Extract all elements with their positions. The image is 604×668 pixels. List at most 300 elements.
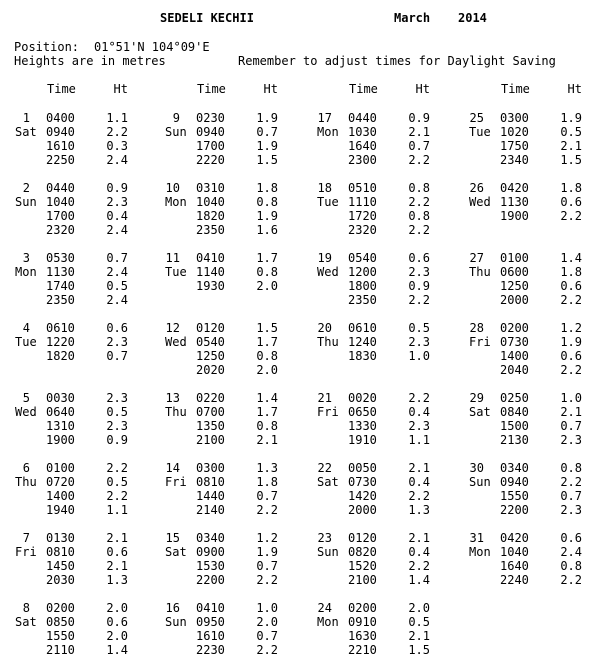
tide-height: 0.7	[256, 559, 278, 573]
tide-time: 1240	[348, 335, 377, 349]
tide-height: 2.1	[408, 629, 430, 643]
tide-height: 0.3	[106, 139, 128, 153]
tide-height: 1.0	[560, 391, 582, 405]
tide-time: 0950	[196, 615, 225, 629]
tide-height: 1.3	[106, 573, 128, 587]
tide-time: 2000	[348, 503, 377, 517]
tide-height: 2.2	[408, 489, 430, 503]
tide-time: 1700	[46, 209, 75, 223]
heights-note: Heights are in metres	[14, 54, 166, 68]
weekday-label: Mon	[15, 265, 37, 279]
tide-time: 2320	[348, 223, 377, 237]
tide-height: 2.2	[256, 643, 278, 657]
tide-time: 2040	[500, 363, 529, 377]
tide-height: 0.8	[256, 265, 278, 279]
tide-height: 0.9	[106, 433, 128, 447]
weekday-label: Thu	[317, 335, 339, 349]
day-number: 20	[317, 321, 332, 335]
tide-height: 2.2	[256, 573, 278, 587]
tide-height: 2.1	[560, 139, 582, 153]
tide-height: 0.4	[106, 209, 128, 223]
weekday-label: Mon	[165, 195, 187, 209]
tide-height: 0.7	[560, 419, 582, 433]
tide-height: 0.6	[106, 545, 128, 559]
tide-time: 1940	[46, 503, 75, 517]
tide-height: 0.6	[560, 195, 582, 209]
weekday-label: Sat	[15, 125, 37, 139]
year-label: 2014	[458, 11, 487, 25]
tide-height: 2.3	[408, 335, 430, 349]
tide-height: 2.2	[256, 503, 278, 517]
tide-time: 2340	[500, 153, 529, 167]
weekday-label: Wed	[317, 265, 339, 279]
day-number: 27	[469, 251, 484, 265]
tide-height: 2.0	[106, 629, 128, 643]
tide-time: 2140	[196, 503, 225, 517]
tide-time: 1420	[348, 489, 377, 503]
tide-time: 0020	[348, 391, 377, 405]
tide-time: 0810	[196, 475, 225, 489]
tide-time: 0540	[348, 251, 377, 265]
day-number: 19	[317, 251, 332, 265]
tide-time: 2350	[196, 223, 225, 237]
tide-height: 2.0	[256, 279, 278, 293]
weekday-label: Wed	[469, 195, 491, 209]
tide-time: 0940	[196, 125, 225, 139]
height-column-header: Ht	[567, 82, 582, 96]
tide-time: 1900	[46, 433, 75, 447]
weekday-label: Wed	[15, 405, 37, 419]
tide-height: 2.2	[560, 475, 582, 489]
tide-height: 1.5	[408, 643, 430, 657]
day-number: 7	[22, 531, 30, 545]
tide-height: 1.0	[256, 601, 278, 615]
tide-time: 2200	[196, 573, 225, 587]
tide-time: 1130	[500, 195, 529, 209]
day-number: 31	[469, 531, 484, 545]
day-number: 8	[22, 601, 30, 615]
tide-height: 1.5	[560, 153, 582, 167]
tide-height: 2.1	[106, 531, 128, 545]
tide-time: 1440	[196, 489, 225, 503]
weekday-label: Mon	[317, 125, 339, 139]
tide-height: 2.3	[560, 503, 582, 517]
tide-height: 1.9	[560, 335, 582, 349]
tide-height: 2.2	[106, 489, 128, 503]
tide-time: 1640	[348, 139, 377, 153]
tide-time: 0220	[196, 391, 225, 405]
weekday-label: Sun	[15, 195, 37, 209]
tide-time: 0130	[46, 531, 75, 545]
tide-time: 0900	[196, 545, 225, 559]
tide-time: 0420	[500, 181, 529, 195]
tide-height: 0.9	[106, 181, 128, 195]
month-label: March	[394, 11, 431, 25]
tide-time: 1140	[196, 265, 225, 279]
tide-time: 0410	[196, 601, 225, 615]
tide-height: 1.5	[256, 153, 278, 167]
tide-time: 1110	[348, 195, 377, 209]
day-number: 17	[317, 111, 332, 125]
tide-height: 0.5	[408, 321, 430, 335]
tide-height: 1.9	[256, 545, 278, 559]
tide-time: 1040	[46, 195, 75, 209]
tide-time: 0940	[46, 125, 75, 139]
tide-height: 1.2	[560, 321, 582, 335]
day-number: 6	[22, 461, 30, 475]
tide-time: 1610	[196, 629, 225, 643]
tide-time: 0300	[500, 111, 529, 125]
tide-height: 0.6	[560, 531, 582, 545]
day-number: 4	[22, 321, 30, 335]
tide-time: 1550	[500, 489, 529, 503]
tide-time: 1520	[348, 559, 377, 573]
tide-time: 1630	[348, 629, 377, 643]
day-number: 5	[22, 391, 30, 405]
tide-time: 2100	[348, 573, 377, 587]
tide-height: 1.0	[408, 349, 430, 363]
tide-height: 2.1	[408, 531, 430, 545]
tide-time: 0440	[46, 181, 75, 195]
day-number: 30	[469, 461, 484, 475]
weekday-label: Tue	[317, 195, 339, 209]
tide-height: 1.8	[560, 181, 582, 195]
tide-height: 2.3	[408, 265, 430, 279]
tide-height: 0.6	[560, 349, 582, 363]
tide-height: 0.7	[256, 489, 278, 503]
tide-height: 1.1	[408, 433, 430, 447]
tide-height: 1.3	[256, 461, 278, 475]
weekday-label: Thu	[165, 405, 187, 419]
tide-time: 0100	[46, 461, 75, 475]
day-number: 1	[22, 111, 30, 125]
tide-height: 2.0	[408, 601, 430, 615]
tide-time: 1500	[500, 419, 529, 433]
tide-height: 1.7	[256, 405, 278, 419]
tide-height: 0.9	[408, 111, 430, 125]
tide-height: 0.5	[106, 279, 128, 293]
tide-height: 1.9	[256, 111, 278, 125]
day-number: 15	[165, 531, 180, 545]
weekday-label: Sun	[165, 615, 187, 629]
tide-height: 2.2	[106, 125, 128, 139]
tide-time: 2250	[46, 153, 75, 167]
tide-time: 0420	[500, 531, 529, 545]
tide-height: 2.2	[408, 391, 430, 405]
tide-height: 2.4	[106, 293, 128, 307]
tide-time: 0700	[196, 405, 225, 419]
tide-time: 1740	[46, 279, 75, 293]
weekday-label: Sat	[15, 615, 37, 629]
tide-height: 0.7	[408, 139, 430, 153]
tide-height: 0.4	[408, 475, 430, 489]
weekday-label: Fri	[317, 405, 339, 419]
tide-height: 0.4	[408, 545, 430, 559]
tide-height: 2.2	[106, 461, 128, 475]
tide-height: 2.2	[560, 573, 582, 587]
weekday-label: Sun	[469, 475, 491, 489]
location-title: SEDELI KECHII	[160, 11, 254, 25]
weekday-label: Fri	[15, 545, 37, 559]
day-number: 25	[469, 111, 484, 125]
tide-time: 1720	[348, 209, 377, 223]
tide-time: 1310	[46, 419, 75, 433]
tide-time: 0310	[196, 181, 225, 195]
tide-height: 2.4	[560, 545, 582, 559]
tide-height: 2.2	[560, 293, 582, 307]
tide-height: 2.1	[560, 405, 582, 419]
tide-time: 0340	[500, 461, 529, 475]
tide-time: 2350	[348, 293, 377, 307]
tide-time: 0650	[348, 405, 377, 419]
day-number: 16	[165, 601, 180, 615]
tide-time: 1330	[348, 419, 377, 433]
tide-time: 0200	[348, 601, 377, 615]
position-value: 01°51'N 104°09'E	[94, 40, 210, 54]
tide-height: 1.7	[256, 335, 278, 349]
tide-height: 0.5	[106, 405, 128, 419]
tide-height: 2.3	[106, 419, 128, 433]
tide-height: 2.3	[560, 433, 582, 447]
tide-time: 0730	[348, 475, 377, 489]
tide-height: 2.3	[408, 419, 430, 433]
tide-height: 2.1	[106, 559, 128, 573]
tide-height: 0.5	[106, 475, 128, 489]
tide-time: 0230	[196, 111, 225, 125]
height-column-header: Ht	[263, 82, 278, 96]
tide-height: 2.0	[256, 615, 278, 629]
tide-time: 2320	[46, 223, 75, 237]
tide-time: 1400	[46, 489, 75, 503]
tide-height: 2.0	[256, 363, 278, 377]
tide-time: 2230	[196, 643, 225, 657]
tide-time: 0030	[46, 391, 75, 405]
tide-time: 0910	[348, 615, 377, 629]
tide-time: 0340	[196, 531, 225, 545]
tide-height: 2.1	[408, 461, 430, 475]
tide-height: 1.8	[256, 181, 278, 195]
tide-time: 1030	[348, 125, 377, 139]
weekday-label: Sat	[165, 545, 187, 559]
tide-time: 1700	[196, 139, 225, 153]
tide-time: 0120	[348, 531, 377, 545]
weekday-label: Wed	[165, 335, 187, 349]
tide-time: 0940	[500, 475, 529, 489]
day-number: 23	[317, 531, 332, 545]
tide-time: 1350	[196, 419, 225, 433]
tide-time: 1250	[196, 349, 225, 363]
tide-time: 2000	[500, 293, 529, 307]
tide-height: 2.2	[408, 293, 430, 307]
time-column-header: Time	[501, 82, 530, 96]
day-number: 18	[317, 181, 332, 195]
tide-height: 1.7	[256, 251, 278, 265]
tide-time: 2130	[500, 433, 529, 447]
tide-height: 0.8	[560, 461, 582, 475]
day-number: 28	[469, 321, 484, 335]
weekday-label: Thu	[469, 265, 491, 279]
tide-height: 0.6	[106, 615, 128, 629]
tide-time: 0540	[196, 335, 225, 349]
tide-time: 0530	[46, 251, 75, 265]
tide-height: 1.9	[256, 139, 278, 153]
tide-height: 1.1	[106, 111, 128, 125]
weekday-label: Sat	[469, 405, 491, 419]
tide-time: 0510	[348, 181, 377, 195]
tide-height: 1.5	[256, 321, 278, 335]
time-column-header: Time	[197, 82, 226, 96]
weekday-label: Mon	[317, 615, 339, 629]
tide-height: 2.3	[106, 391, 128, 405]
tide-height: 2.0	[106, 601, 128, 615]
day-number: 10	[165, 181, 180, 195]
tide-time: 2200	[500, 503, 529, 517]
tide-height: 2.2	[408, 559, 430, 573]
day-number: 29	[469, 391, 484, 405]
tide-time: 1020	[500, 125, 529, 139]
tide-time: 0610	[348, 321, 377, 335]
tide-time: 0050	[348, 461, 377, 475]
tide-time: 0120	[196, 321, 225, 335]
tide-height: 2.4	[106, 153, 128, 167]
tide-height: 0.8	[408, 209, 430, 223]
weekday-label: Sun	[317, 545, 339, 559]
day-number: 21	[317, 391, 332, 405]
tide-height: 2.4	[106, 265, 128, 279]
tide-height: 0.7	[256, 125, 278, 139]
tide-height: 0.6	[408, 251, 430, 265]
tide-time: 0400	[46, 111, 75, 125]
tide-height: 0.8	[256, 195, 278, 209]
tide-height: 1.4	[256, 391, 278, 405]
tide-height: 0.5	[408, 615, 430, 629]
tide-time: 0100	[500, 251, 529, 265]
tide-time: 0300	[196, 461, 225, 475]
tide-height: 1.8	[256, 475, 278, 489]
tide-time: 1820	[196, 209, 225, 223]
tide-height: 2.2	[408, 153, 430, 167]
daylight-saving-note: Remember to adjust times for Daylight Saving	[238, 54, 556, 68]
day-number: 2	[22, 181, 30, 195]
tide-height: 1.4	[106, 643, 128, 657]
tide-time: 1250	[500, 279, 529, 293]
weekday-label: Tue	[165, 265, 187, 279]
weekday-label: Sun	[165, 125, 187, 139]
tide-height: 0.4	[408, 405, 430, 419]
tide-height: 1.1	[106, 503, 128, 517]
tide-time: 0850	[46, 615, 75, 629]
tide-height: 2.1	[408, 125, 430, 139]
tide-time: 0840	[500, 405, 529, 419]
tide-time: 1530	[196, 559, 225, 573]
weekday-label: Fri	[469, 335, 491, 349]
tide-height: 1.4	[560, 251, 582, 265]
tide-time: 1820	[46, 349, 75, 363]
tide-height: 0.6	[560, 279, 582, 293]
tide-time: 0730	[500, 335, 529, 349]
tide-time: 2300	[348, 153, 377, 167]
tide-height: 0.5	[560, 125, 582, 139]
time-column-header: Time	[47, 82, 76, 96]
tide-height: 0.7	[106, 349, 128, 363]
tide-time: 0640	[46, 405, 75, 419]
tide-height: 0.7	[256, 629, 278, 643]
tide-height: 2.3	[106, 195, 128, 209]
tide-time: 1930	[196, 279, 225, 293]
tide-time: 0720	[46, 475, 75, 489]
tide-time: 1750	[500, 139, 529, 153]
tide-height: 1.6	[256, 223, 278, 237]
tide-time: 1640	[500, 559, 529, 573]
height-column-header: Ht	[113, 82, 128, 96]
tide-time: 0820	[348, 545, 377, 559]
tide-time: 0440	[348, 111, 377, 125]
tide-time: 1040	[196, 195, 225, 209]
tide-height: 2.4	[106, 223, 128, 237]
tide-time: 1610	[46, 139, 75, 153]
tide-time: 1130	[46, 265, 75, 279]
tide-time: 2100	[196, 433, 225, 447]
day-number: 26	[469, 181, 484, 195]
tide-height: 2.2	[408, 223, 430, 237]
tide-time: 1900	[500, 209, 529, 223]
tide-time: 0610	[46, 321, 75, 335]
tide-time: 1910	[348, 433, 377, 447]
weekday-label: Mon	[469, 545, 491, 559]
tide-height: 1.2	[256, 531, 278, 545]
tide-time: 2350	[46, 293, 75, 307]
weekday-label: Sat	[317, 475, 339, 489]
weekday-label: Thu	[15, 475, 37, 489]
tide-time: 0200	[500, 321, 529, 335]
day-number: 9	[172, 111, 180, 125]
weekday-label: Fri	[165, 475, 187, 489]
tide-time: 1220	[46, 335, 75, 349]
tide-height: 0.7	[560, 489, 582, 503]
position-label: Position:	[14, 40, 80, 54]
day-number: 12	[165, 321, 180, 335]
tide-height: 0.8	[256, 419, 278, 433]
tide-time: 0250	[500, 391, 529, 405]
tide-time: 2020	[196, 363, 225, 377]
tide-height: 1.9	[560, 111, 582, 125]
tide-height: 1.9	[256, 209, 278, 223]
tide-height: 1.3	[408, 503, 430, 517]
time-column-header: Time	[349, 82, 378, 96]
tide-height: 0.8	[256, 349, 278, 363]
weekday-label: Tue	[15, 335, 37, 349]
tide-height: 0.9	[408, 279, 430, 293]
day-number: 3	[22, 251, 30, 265]
tide-time: 2240	[500, 573, 529, 587]
height-column-header: Ht	[415, 82, 430, 96]
tide-height: 1.4	[408, 573, 430, 587]
tide-time: 1040	[500, 545, 529, 559]
tide-time: 2210	[348, 643, 377, 657]
tide-time: 1830	[348, 349, 377, 363]
tide-height: 0.8	[408, 181, 430, 195]
tide-height: 2.1	[256, 433, 278, 447]
tide-height: 0.7	[106, 251, 128, 265]
tide-height: 2.2	[408, 195, 430, 209]
day-number: 24	[317, 601, 332, 615]
tide-height: 2.2	[560, 363, 582, 377]
tide-time: 2110	[46, 643, 75, 657]
tide-time: 1200	[348, 265, 377, 279]
tide-time: 1450	[46, 559, 75, 573]
tide-time: 2220	[196, 153, 225, 167]
day-number: 22	[317, 461, 332, 475]
